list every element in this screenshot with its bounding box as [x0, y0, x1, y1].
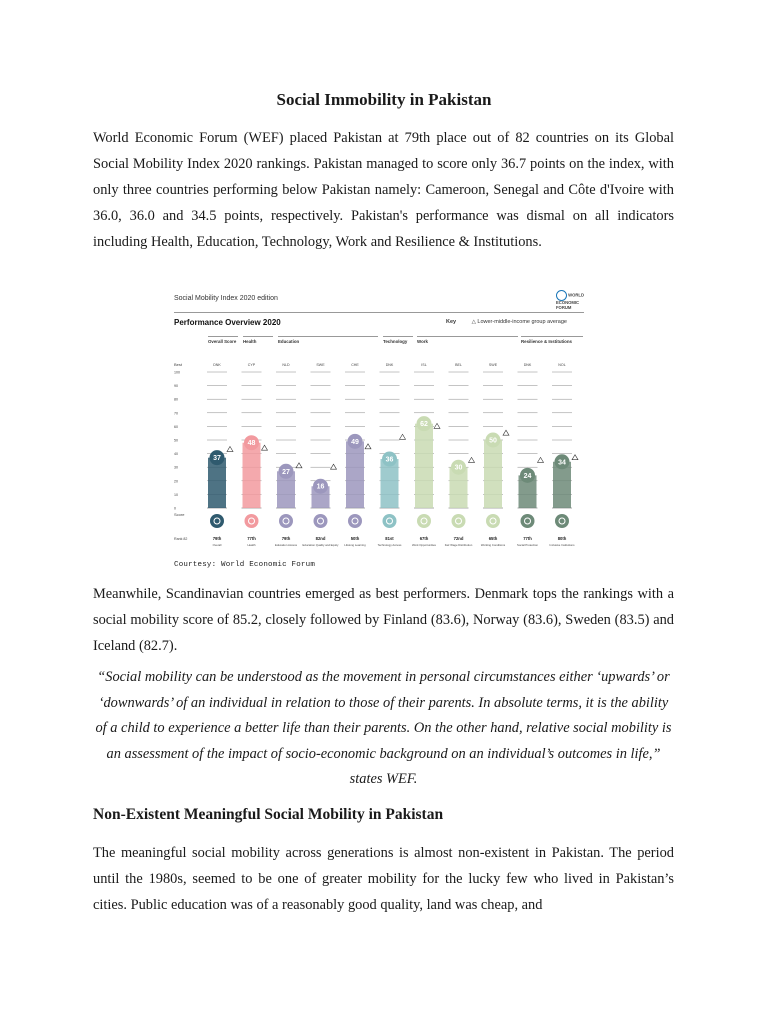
paragraph-intro: World Economic Forum (WEF) placed Pakistan at 79th place out of 82 countries on its Global Social Mobility Index 2020 rankings. Pakistan managed to score only 36.7 points on the index, with only three countries performing below Pakistan namely: Cameroon, Senegal and Côte d'Ivoire with 36.0, 36.0 and 34.5 points, respectively. Pakistan's performance was dismal on all indicators including Health, Education, Technology, Work and Resilience & Institutions. [93, 130, 674, 250]
performance-overview-figure [168, 286, 598, 572]
y-tick-label: 0 [174, 506, 176, 511]
score-value-label: 34 [558, 459, 566, 467]
rank-axis-label: Rank 82 [174, 537, 188, 541]
rank-label: 79th [281, 536, 291, 541]
lmi-average-marker [365, 444, 371, 449]
indicator-name-label: Lifelong Learning [344, 543, 366, 547]
indicator-icon [210, 514, 224, 528]
lmi-average-marker [538, 457, 544, 462]
indicator-name-label: Fair Wage Distribution [444, 543, 473, 547]
score-bar [484, 437, 502, 508]
country-code-label: ISL [421, 363, 427, 367]
category-resilience: Resilience & Institutions [521, 336, 583, 344]
figure-subtitle: Performance Overview 2020 [174, 318, 281, 327]
rank-label: 77th [523, 536, 532, 541]
category-technology: Technology [383, 336, 413, 344]
country-code-label: DNK [385, 363, 394, 367]
y-tick-label: 90 [174, 384, 178, 389]
indicator-name-label: Social Protection [517, 543, 538, 547]
wef-logo-line: ECONOMIC [556, 300, 580, 305]
rank-label: 77th [247, 536, 256, 541]
y-tick-label: 80 [174, 397, 178, 402]
score-bar [346, 438, 364, 508]
score-bar [243, 443, 261, 508]
country-code-label: BEL [455, 363, 462, 367]
indicator-name-label: Technology Access [377, 543, 402, 547]
country-code-label: DNK [213, 363, 221, 367]
category-work: Work [417, 336, 518, 344]
indicator-name-label: Education Access [274, 543, 298, 547]
indicator-name-label: Overall [212, 543, 222, 547]
document-title: Social Immobility in Pakistan [276, 90, 492, 109]
country-code-label: CHE [351, 363, 359, 367]
score-value-label: 16 [316, 483, 325, 491]
mobility-chart [168, 286, 598, 572]
indicator-name-label: Education Quality and Equity [302, 543, 339, 547]
score-value-label: 24 [523, 472, 532, 480]
score-value-label: 30 [454, 464, 463, 472]
score-bar [208, 458, 226, 508]
y-tick-label: 10 [174, 492, 178, 497]
y-tick-label: 60 [174, 424, 178, 429]
indicator-icon [417, 514, 431, 528]
rank-label: 80th [557, 536, 567, 541]
country-code-label: CYP [247, 363, 256, 367]
key-label: Key [446, 319, 457, 325]
category-overall: Overall Score [208, 336, 238, 344]
indicator-icon [245, 514, 259, 528]
lmi-average-marker [227, 447, 233, 452]
rank-label: 67th [419, 536, 429, 541]
indicator-name-label: Inclusive Institutions [549, 543, 575, 547]
lmi-average-marker [262, 445, 268, 450]
score-value-label: 62 [420, 421, 428, 429]
y-tick-label: 70 [174, 411, 178, 416]
y-tick-label: 30 [174, 465, 178, 470]
indicator-icon [383, 514, 397, 528]
best-label: Best [174, 362, 183, 367]
category-education: Education [278, 336, 378, 344]
wef-logo-line: FORUM [556, 304, 572, 310]
indicator-icon [348, 514, 362, 528]
category-health: Health [243, 336, 273, 344]
country-code-label: NLD [282, 363, 290, 367]
y-tick-label: 50 [174, 438, 178, 443]
country-code-label: SWE [316, 363, 325, 367]
score-axis-label: Score [174, 512, 185, 517]
wef-logo-line: WORLD [568, 292, 584, 298]
country-code-label: SWE [488, 363, 498, 367]
figure-courtesy: Courtesy: World Economic Forum [174, 561, 316, 569]
country-code-label: NOL [558, 363, 566, 367]
rank-label: 81st [385, 536, 394, 541]
indicator-icon [279, 514, 293, 528]
rank-label: 65th [488, 536, 498, 541]
score-value-label: 37 [213, 455, 221, 463]
lmi-average-marker [572, 455, 578, 460]
y-tick-label: 100 [174, 370, 180, 375]
indicator-name-label: Work Opportunities [412, 543, 436, 547]
indicator-icon [521, 514, 535, 528]
score-value-label: 48 [247, 440, 256, 448]
score-bar [415, 424, 433, 508]
wef-quote: “Social mobility can be understood as the movement in personal circumstances either ‘upwards’ or ‘downwards’ of an individual in relation to those of their parents. In absolute terms, it is the ability of a child to experience a better life than their parents. On the other hand, relative social mobility is an assessment of the impact of socio-economic background on an individual’s outcomes in life,” states WEF. [95, 669, 672, 787]
rank-label: 72nd [453, 536, 464, 541]
lmi-average-marker [296, 463, 302, 468]
score-value-label: 27 [282, 468, 290, 476]
lmi-average-marker [400, 434, 406, 439]
paragraph-mobility: The meaningful social mobility across generations is almost non-existent in Pakistan. The period until the 1980s, seemed to be one of greater mobility for the lucky few who lived in Pakistan’s cities. Public education was of a reasonably good quality, land was cheap, and [93, 845, 674, 913]
lmi-average-marker [503, 430, 509, 435]
rank-label: 82nd [315, 536, 326, 541]
lmi-average-marker [469, 457, 475, 462]
lmi-average-marker [331, 464, 337, 469]
indicator-icon [314, 514, 328, 528]
indicator-icon [486, 514, 500, 528]
indicator-name-label: Working Conditions [480, 543, 506, 547]
figure-edition-label: Social Mobility Index 2020 edition [174, 295, 278, 302]
indicator-icon [555, 514, 569, 528]
score-value-label: 49 [351, 438, 359, 446]
section-heading: Non-Existent Meaningful Social Mobility in Pakistan [93, 806, 444, 823]
y-tick-label: 20 [174, 479, 178, 484]
score-value-label: 50 [489, 437, 497, 445]
country-code-label: DNK [523, 363, 532, 367]
y-tick-label: 40 [174, 452, 178, 457]
lmi-average-marker [434, 423, 440, 428]
score-value-label: 36 [385, 456, 394, 464]
indicator-icon [452, 514, 466, 528]
rank-label: 50th [350, 536, 360, 541]
indicator-name-label: Health [247, 543, 256, 547]
key-text: △ Lower-middle-income group average [471, 319, 567, 325]
rank-label: 79th [212, 536, 222, 541]
paragraph-scandinavia: Meanwhile, Scandinavian countries emerged as best performers. Denmark tops the rankings with a social mobility score of 85.2, closely followed by Finland (83.6), Norway (83.6), Sweden (83.5) and Iceland (82.7). [93, 586, 674, 654]
